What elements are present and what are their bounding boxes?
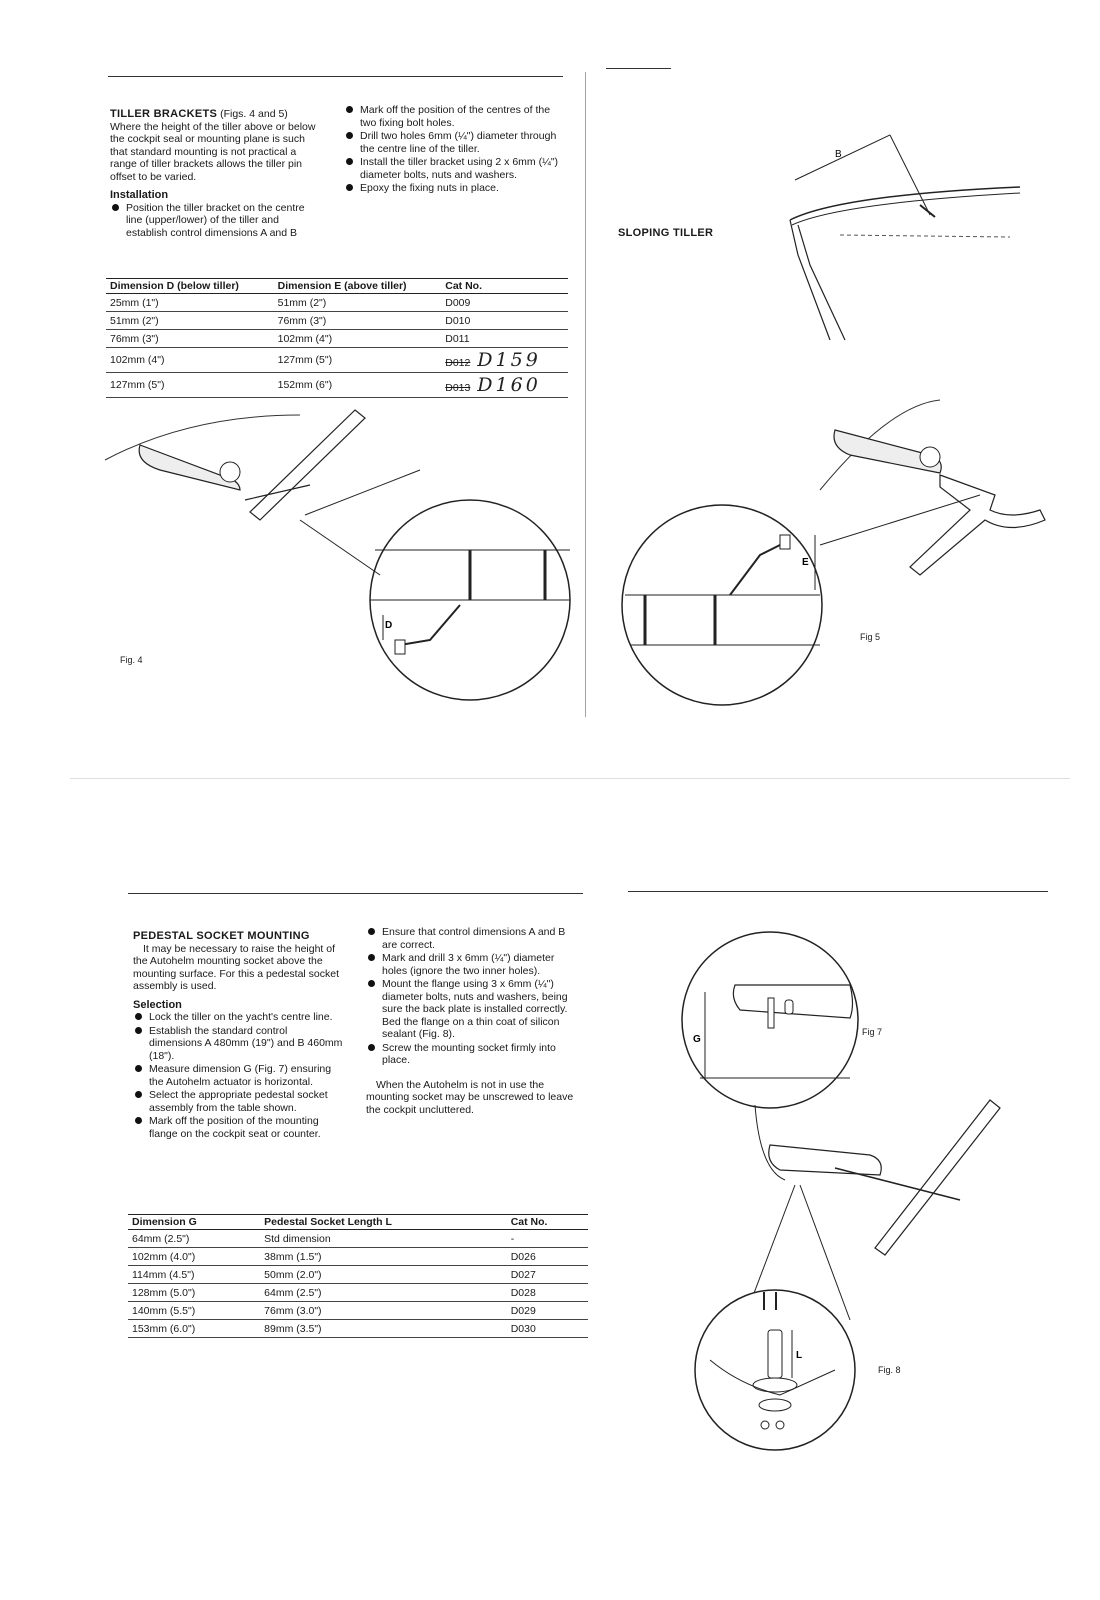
table-cell: 102mm (4.0") — [128, 1248, 260, 1266]
fig5-drawing — [610, 395, 1060, 715]
selection-heading: Selection — [133, 998, 182, 1011]
installation-step: Epoxy the fixing nuts in place. — [344, 182, 562, 195]
fig7-fig8-drawing — [660, 930, 1040, 1450]
struck-cat-no: D013 — [445, 382, 471, 394]
table-cell: 51mm (2") — [106, 312, 274, 330]
installation-step: Position the tiller bracket on the centre line (upper/lower) of the tiller and establish control dimensions A and B — [110, 202, 318, 240]
dimension-b-label: B — [835, 149, 842, 160]
table-cell: 76mm (3.0") — [260, 1302, 507, 1320]
table-header: Pedestal Socket Length L — [260, 1215, 507, 1230]
tiller-bracket-table — [106, 278, 568, 398]
table-cell: 128mm (5.0") — [128, 1284, 260, 1302]
mounting-step: Ensure that control dimensions A and B are correct. — [366, 926, 576, 951]
table-cell: 102mm (4") — [274, 330, 442, 348]
pedestal-heading: PEDESTAL SOCKET MOUNTING — [133, 930, 310, 942]
dimension-d-label: D — [385, 620, 393, 631]
table-cell: D011 — [441, 330, 568, 348]
table-cell: 64mm (2.5") — [128, 1230, 260, 1248]
fig4-drawing — [100, 400, 580, 705]
table-header-row — [106, 279, 568, 294]
table-cell: 25mm (1") — [106, 294, 274, 312]
dimension-l-label: L — [796, 1350, 803, 1361]
table-row — [106, 294, 568, 312]
tiller-brackets-figref: (Figs. 4 and 5) — [220, 108, 288, 120]
table-cell: 64mm (2.5") — [260, 1284, 507, 1302]
table-cell: 152mm (6") — [274, 373, 442, 398]
table-cell — [441, 373, 568, 398]
installation-steps-left — [110, 202, 318, 240]
table-cell: D030 — [507, 1320, 588, 1338]
struck-cat-no: D012 — [445, 357, 471, 369]
installation-steps-right — [344, 104, 562, 195]
dimension-e-label: E — [802, 557, 809, 568]
tiller-brackets-section — [110, 108, 318, 240]
table-cell: - — [507, 1230, 588, 1248]
table-cell: 76mm (3") — [106, 330, 274, 348]
mounting-step: Mark and drill 3 x 6mm (¼") diameter holes (ignore the two inner holes). — [366, 952, 576, 977]
table-cell: Std dimension — [260, 1230, 507, 1248]
table-cell: D009 — [441, 294, 568, 312]
table-cell: 127mm (5") — [106, 373, 274, 398]
pedestal-note: When the Autohelm is not in use the mounting socket may be unscrewed to leave the cockpit uncluttered. — [366, 1078, 574, 1116]
installation-step: Mark off the position of the centres of the two fixing bolt holes. — [344, 104, 562, 129]
top-left-rule — [108, 76, 563, 77]
table-row — [106, 312, 568, 330]
fig8-caption: Fig. 8 — [878, 1365, 901, 1375]
table-row — [128, 1266, 588, 1284]
pedestal-section — [133, 930, 343, 1141]
bottom-right-rule — [628, 891, 1048, 892]
table-row — [128, 1302, 588, 1320]
table-header: Cat No. — [441, 279, 568, 294]
fig4-caption: Fig. 4 — [120, 655, 143, 665]
table-cell: D029 — [507, 1302, 588, 1320]
table-row — [128, 1284, 588, 1302]
pedestal-socket-table — [128, 1214, 588, 1338]
center-fold-line — [585, 72, 586, 717]
mounting-steps — [366, 926, 576, 1067]
table-row — [128, 1230, 588, 1248]
selection-step: Mark off the position of the mounting flange on the cockpit seat or counter. — [133, 1115, 343, 1140]
table-cell: 102mm (4") — [106, 348, 274, 373]
page-separator — [70, 778, 1070, 779]
mounting-step: Screw the mounting socket firmly into place. — [366, 1042, 576, 1067]
table-cell: 38mm (1.5") — [260, 1248, 507, 1266]
handwritten-cat-no: D159 — [477, 349, 541, 371]
table-row — [106, 348, 568, 373]
table-cell: 140mm (5.5") — [128, 1302, 260, 1320]
selection-step: Lock the tiller on the yacht's centre line. — [133, 1011, 343, 1024]
tiller-brackets-heading: TILLER BRACKETS — [110, 108, 218, 120]
table-cell: 51mm (2") — [274, 294, 442, 312]
table-cell: 50mm (2.0") — [260, 1266, 507, 1284]
installation-step: Install the tiller bracket using 2 x 6mm (¼") diameter bolts, nuts and washers. — [344, 156, 562, 181]
table-row — [128, 1320, 588, 1338]
dimension-g-label: G — [693, 1034, 701, 1045]
table-cell: 153mm (6.0") — [128, 1320, 260, 1338]
selection-step: Measure dimension G (Fig. 7) ensuring the Autohelm actuator is horizontal. — [133, 1063, 343, 1088]
installation-step: Drill two holes 6mm (¼") diameter through the centre line of the tiller. — [344, 130, 562, 155]
selection-step: Establish the standard control dimensions A 480mm (19") and B 460mm (18"). — [133, 1025, 343, 1063]
table-row — [128, 1248, 588, 1266]
table-cell: D028 — [507, 1284, 588, 1302]
table-cell: D027 — [507, 1266, 588, 1284]
table-cell: 76mm (3") — [274, 312, 442, 330]
selection-step: Select the appropriate pedestal socket assembly from the table shown. — [133, 1089, 343, 1114]
table-header: Dimension G — [128, 1215, 260, 1230]
table-row — [106, 330, 568, 348]
table-cell: 114mm (4.5") — [128, 1266, 260, 1284]
tiller-brackets-intro: Where the height of the tiller above or below the cockpit seal or mounting plane is such that standard mounting is not practical a range of tiller brackets allows the tiller pin offset to be varied. — [110, 120, 316, 183]
top-right-rule — [606, 68, 671, 69]
table-header: Cat No. — [507, 1215, 588, 1230]
bottom-left-rule — [128, 893, 583, 894]
table-cell: D010 — [441, 312, 568, 330]
selection-steps — [133, 1011, 343, 1140]
table-cell: 127mm (5") — [274, 348, 442, 373]
installation-heading: Installation — [110, 189, 169, 201]
table-header-row — [128, 1215, 588, 1230]
table-header: Dimension E (above tiller) — [274, 279, 442, 294]
mounting-step: Mount the flange using 3 x 6mm (¼") diameter bolts, nuts and washers, being sure the back plate is installed correctly. Bed the flange on a thin coat of silicon sealant (Fig. 8). — [366, 978, 576, 1041]
fig7-caption: Fig 7 — [862, 1027, 883, 1037]
fig5-caption: Fig 5 — [860, 632, 881, 642]
table-cell: D026 — [507, 1248, 588, 1266]
handwritten-cat-no: D160 — [477, 374, 541, 396]
sloping-tiller-label: SLOPING TILLER — [618, 227, 714, 239]
table-cell: 89mm (3.5") — [260, 1320, 507, 1338]
pedestal-intro: It may be necessary to raise the height of the Autohelm mounting socket above the mounting surface. For this a pedestal socket assembly is used. — [133, 942, 340, 992]
table-cell — [441, 348, 568, 373]
pedestal-right-column — [366, 926, 576, 1116]
table-header: Dimension D (below tiller) — [106, 279, 274, 294]
table-row — [106, 373, 568, 398]
sloping-tiller-drawing — [780, 125, 1030, 355]
installation-steps-right-column — [344, 104, 562, 196]
